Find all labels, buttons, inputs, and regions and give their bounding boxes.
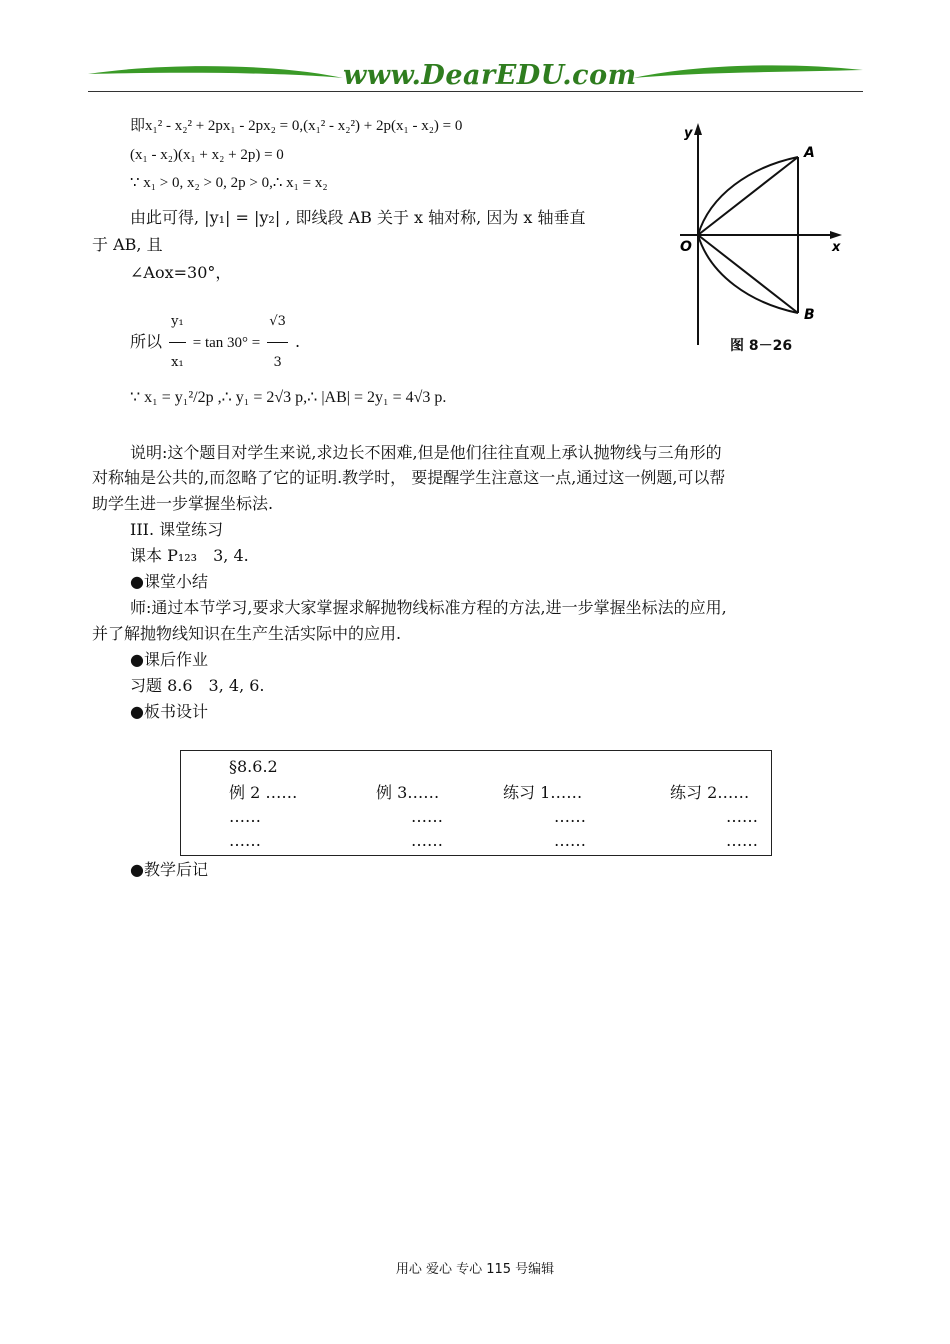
note-line-1: 说明:这个题目对学生来说,求边长不困难,但是他们往往直观上承认抛物线与三角形的: [130, 443, 722, 462]
board-col1-header: 例 2 ……: [229, 783, 298, 802]
equation-line-2: (x₁ - x₂)(x₁ + x₂ + 2p) = 0: [130, 147, 284, 163]
board-design-box: [180, 750, 772, 856]
board-col2-dots-2: ……: [411, 831, 443, 850]
note-line-2: 对称轴是公共的,而忽略了它的证明.教学时， 要提醒学生注意这一点,通过这一例题,可以帮: [92, 468, 726, 487]
angle-statement: ∠Aox=30°，: [130, 263, 232, 282]
x-axis-label: x: [832, 240, 841, 255]
site-logo[interactable]: www.DearEDU.com: [343, 60, 637, 91]
tan-value: = tan 30° =: [192, 335, 261, 351]
board-heading: §8.6.2: [229, 757, 278, 776]
summary-line-2: 并了解抛物线知识在生产生活实际中的应用.: [92, 624, 402, 643]
board-col2-dots-1: ……: [411, 807, 443, 826]
afterword-title: ●教学后记: [130, 860, 208, 879]
board-col4-header: 练习 2……: [670, 783, 750, 802]
board-col4-dots-1: ……: [726, 807, 758, 826]
equation-line-3: ∵ x₁ > 0, x₂ > 0, 2p > 0,∴ x₁ = x₂: [130, 175, 328, 191]
origin-label: O: [680, 239, 692, 255]
summary-line-1: 师:通过本节学习,要求大家掌握求解抛物线标准方程的方法,进一步掌握坐标法的应用,: [130, 598, 727, 617]
segment-ob: [698, 235, 798, 313]
homework-title: ●课后作业: [130, 650, 208, 669]
fraction-numerator: y₁: [169, 302, 186, 343]
summary-title: ●课堂小结: [130, 572, 208, 591]
point-a-label: A: [804, 145, 815, 161]
practice-title: III. 课堂练习: [130, 520, 224, 539]
so-prefix: 所以: [130, 332, 163, 351]
header-banner: [88, 58, 863, 98]
board-col3-dots-1: ……: [554, 807, 586, 826]
paragraph-symmetry-line-2: 于 AB, 且: [92, 235, 163, 254]
parabola-diagram: [650, 115, 850, 360]
practice-body: 课本 P₁₂₃ 3, 4.: [130, 546, 249, 565]
because-line: ∵ x₁ = y₁²/2p ,∴ y₁ = 2√3 p,∴ |AB| = 2y₁ = 4√3 p.: [130, 389, 447, 406]
paragraph-symmetry-line-1: 由此可得, |y₁| = |y₂| , 即线段 AB 关于 x 轴对称, 因为 x 轴垂直: [130, 208, 586, 227]
sqrt3-over-3-fraction: [267, 302, 288, 383]
board-col3-header: 练习 1……: [503, 783, 583, 802]
x-axis-arrow: [830, 231, 842, 239]
board-col1-dots-2: ……: [229, 831, 261, 850]
header-rule: [88, 91, 863, 92]
figure-caption: 图 8－26: [730, 338, 793, 354]
board-col1-dots-1: ……: [229, 807, 261, 826]
note-line-3: 助学生进一步掌握坐标法.: [92, 494, 274, 513]
board-design-title: ●板书设计: [130, 702, 208, 721]
point-b-label: B: [804, 307, 815, 323]
segment-oa: [698, 157, 798, 235]
page-footer: 用心 爱心 专心 115 号编辑: [395, 1262, 555, 1277]
y-axis-label: y: [684, 126, 693, 141]
board-col2-header: 例 3……: [376, 783, 440, 802]
figure-8-26: [650, 115, 850, 360]
sqrt-denominator: 3: [273, 355, 282, 370]
y-over-x-fraction: [169, 302, 186, 383]
homework-body: 习题 8.6 3, 4, 6.: [130, 676, 265, 695]
period: .: [295, 332, 301, 351]
sqrt-numerator: √3: [267, 302, 288, 343]
board-col3-dots-2: ……: [554, 831, 586, 850]
tan-statement: [130, 302, 300, 383]
fraction-denominator: x₁: [171, 355, 184, 370]
y-axis-arrow: [694, 123, 702, 135]
board-col4-dots-2: ……: [726, 831, 758, 850]
equation-line-1: 即x₁² - x₂² + 2px₁ - 2px₂ = 0,(x₁² - x₂²) + 2p(x₁ - x₂) = 0: [130, 118, 463, 134]
